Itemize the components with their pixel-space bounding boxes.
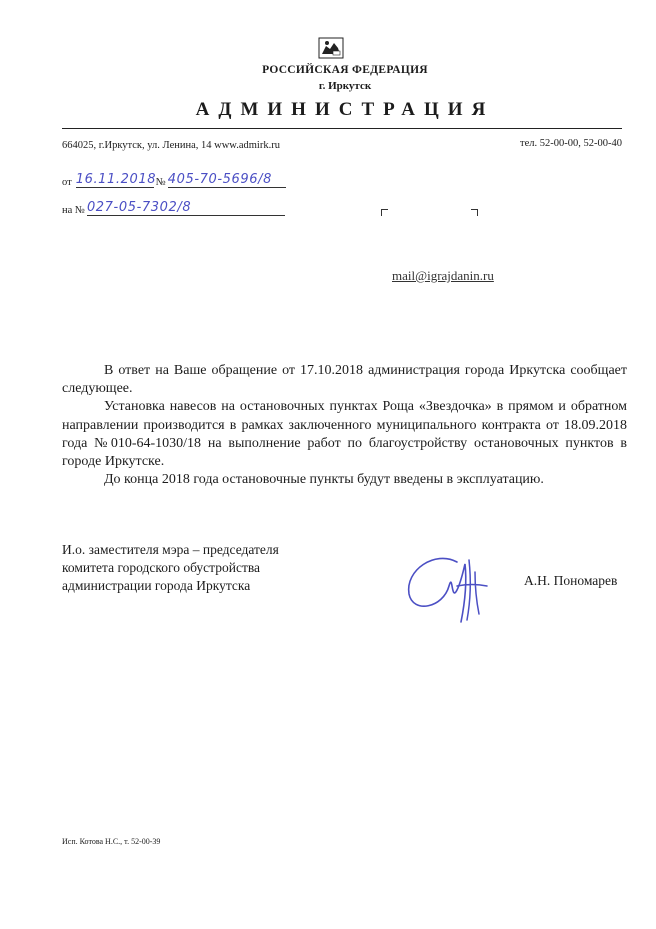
organization-title: АДМИНИСТРАЦИЯ — [195, 99, 495, 120]
country-name: РОССИЙСКАЯ ФЕДЕРАЦИЯ — [262, 64, 428, 76]
outgoing-registration-row — [62, 172, 286, 188]
header-divider — [62, 128, 622, 129]
outgoing-date: 16.11.2018 — [75, 172, 157, 187]
body-paragraph: В ответ на Ваше обращение от 17.10.2018 администрация города Иркутска сообщает следующее. — [62, 363, 627, 397]
phone-line: тел. 52-00-00, 52-00-40 — [520, 138, 622, 149]
recipient-corner-right — [471, 209, 478, 216]
body-paragraph: До конца 2018 года остановочные пункты будут введены в эксплуатацию. — [104, 472, 544, 488]
position-line: администрации города Иркутска — [62, 578, 251, 593]
body-paragraph: Установка навесов на остановочных пунктах Роща «Звездочка» в прямом и обратном направлении производится в рамках заключенного муниципального контракта от 18.09.2018 года №010-64-1030/18 на выполнение работ по благоустройству остановочных пунктов в городе Иркутске. — [62, 399, 627, 470]
handwritten-signature-icon — [395, 542, 495, 624]
reply-registration-row — [62, 200, 285, 216]
position-line: И.о. заместителя мэра – председателя — [62, 542, 279, 557]
signatory-name: А.Н. Пономарев — [524, 573, 618, 588]
outgoing-number: 405-70-5696/8 — [168, 172, 286, 188]
executor-info: Исп. Котова Н.С., т. 52-00-39 — [62, 837, 161, 846]
from-label: от — [62, 177, 72, 188]
reply-number: 027-05-7302/8 — [87, 200, 285, 216]
coat-of-arms-icon — [318, 36, 344, 60]
recipient-email[interactable]: mail@igrajdanin.ru — [392, 268, 494, 283]
signatory-position — [62, 541, 279, 595]
reply-label: на № — [62, 205, 85, 216]
position-line: комитета городского обустройства — [62, 560, 261, 575]
letter-body — [62, 362, 627, 489]
address-line: 664025, г.Иркутск, ул. Ленина, 14 www.admirk.ru — [62, 140, 280, 151]
city-name: г. Иркутск — [318, 80, 372, 92]
recipient-corner-left — [381, 209, 388, 216]
number-label: № — [155, 177, 166, 188]
